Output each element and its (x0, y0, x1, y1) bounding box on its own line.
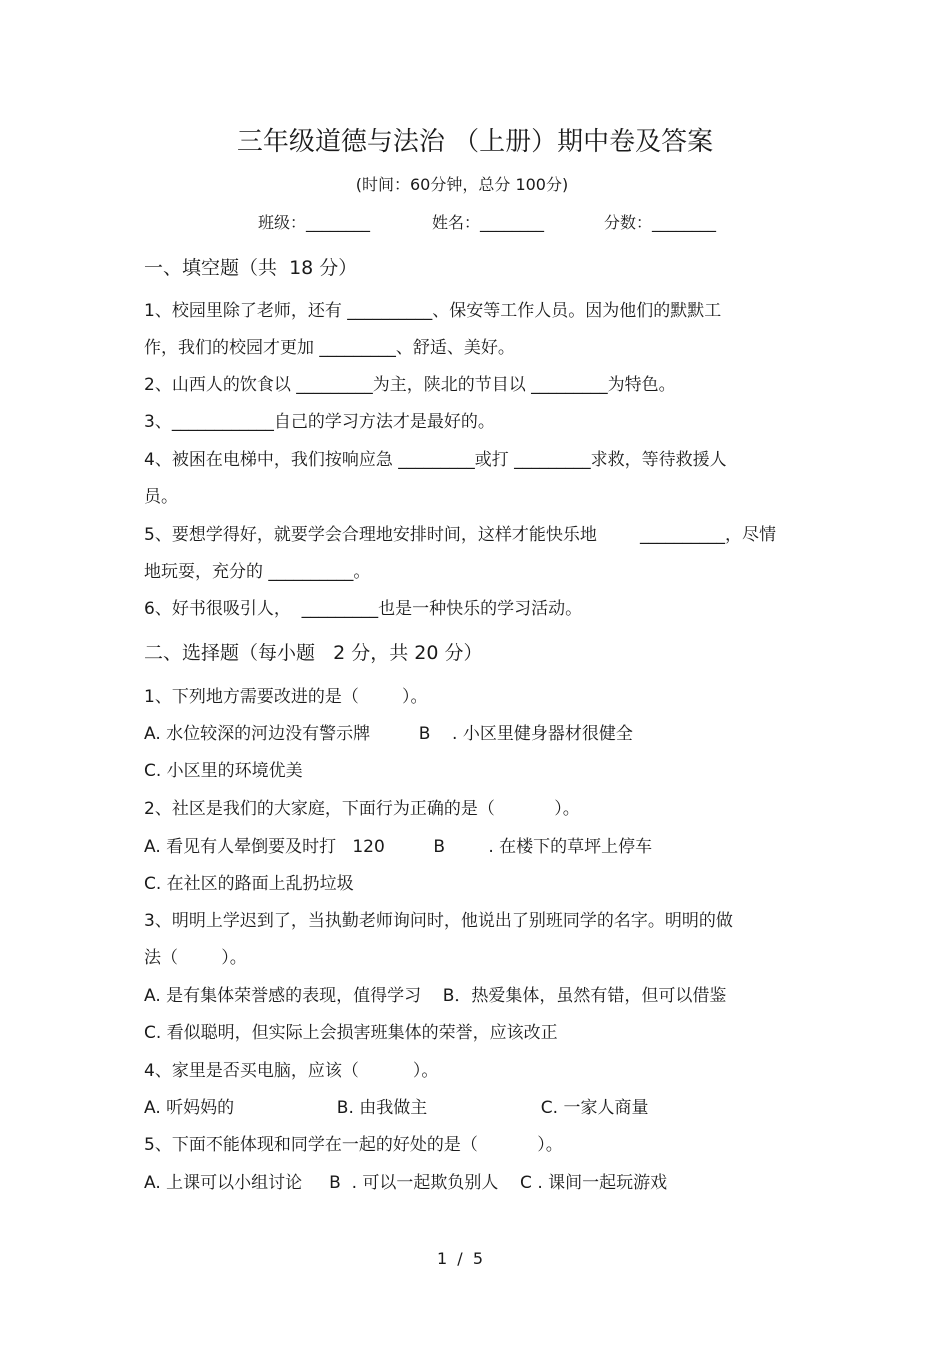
question-line: 地玩耍，充分的 __________。 (144, 562, 371, 582)
option-line: C. 在社区的路面上乱扔垃圾 (144, 874, 354, 894)
question-line: 法（ ）。 (144, 948, 247, 968)
question-line: 1、下列地方需要改进的是（ ）。 (144, 687, 428, 707)
name-field: 姓名：________ (432, 213, 545, 232)
page-number: 1 / 5 (436, 1249, 484, 1268)
question-line: 员。 (144, 487, 178, 507)
option-line: A. 听妈妈的 B. 由我做主 C. 一家人商量 (144, 1098, 649, 1118)
option-line: C. 看似聪明，但实际上会损害班集体的荣誉，应该改正 (144, 1023, 558, 1043)
question-line: 1、校园里除了老师，还有 __________、保安等工作人员。因为他们的默默工 (144, 301, 722, 321)
question-line: 2、山西人的饮食以 _________为主，陕北的节目以 _________为特色。 (144, 375, 676, 395)
question-line: 3、明明上学迟到了，当执勤老师询问时，他说出了别班同学的名字。明明的做 (144, 911, 733, 931)
question-line: 2、社区是我们的大家庭，下面行为正确的是（ ）。 (144, 799, 580, 819)
question-line: 4、被困在电梯中，我们按响应急 _________或打 _________求救，等待救援人 (144, 450, 727, 470)
option-line: A. 上课可以小组讨论 B . 可以一起欺负别人 C . 课间一起玩游戏 (144, 1173, 668, 1193)
score-field: 分数：________ (604, 213, 717, 232)
exam-meta: (时间：60分钟，总分 100分) (355, 175, 569, 194)
option-line: A. 是有集体荣誉感的表现，值得学习 B．热爱集体，虽然有错，但可以借鉴 (144, 986, 727, 1006)
class-field: 班级：________ (258, 213, 371, 232)
document-title: 三年级道德与法治 （上册）期中卷及答案 (236, 127, 714, 157)
question-line: 5、下面不能体现和同学在一起的好处的是（ ）。 (144, 1135, 563, 1155)
question-line: 4、家里是否买电脑，应该（ ）。 (144, 1061, 439, 1081)
option-line: A. 水位较深的河边没有警示牌 B . 小区里健身器材很健全 (144, 724, 633, 744)
question-line: 5、要想学得好，就要学会合理地安排时间，这样才能快乐地 __________，尽情 (144, 525, 777, 545)
option-line: C. 小区里的环境优美 (144, 761, 303, 781)
section-heading-multiple-choice: 二、选择题（每小题 2 分，共 20 分） (144, 642, 483, 664)
question-line: 6、好书很吸引人， _________也是一种快乐的学习活动。 (144, 599, 583, 619)
option-line: A. 看见有人晕倒要及时打 120 B . 在楼下的草坪上停车 (144, 837, 653, 857)
section-heading-fill-blank: 一、填空题（共 18 分） (144, 257, 358, 279)
question-line: 作，我们的校园才更加 _________、舒适、美好。 (144, 338, 515, 358)
question-line: 3、____________自己的学习方法才是最好的。 (144, 412, 495, 432)
